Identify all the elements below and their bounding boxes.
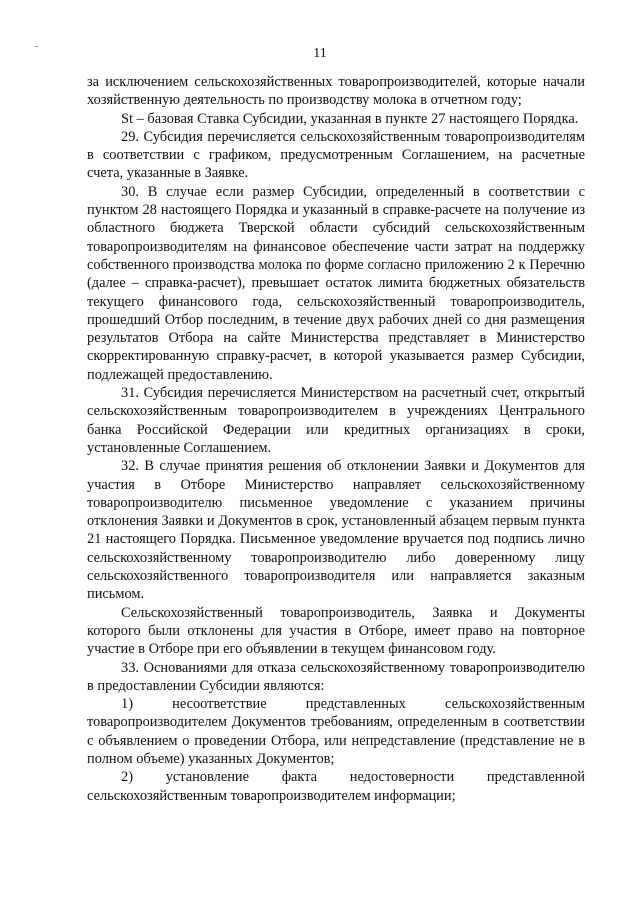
paragraph: 1) несоответствие представленных сельскохозяйственным товаропроизводителем Документов требованиям, определенным в соответствии с объявлением о проведении Отбора, или непредставление (представление не в полном объеме) указанных Документов; [87, 696, 585, 767]
paragraph: 33. Основаниями для отказа сельскохозяйственному товаропроизводителю в предоставлении Субсидии являются: [87, 659, 585, 694]
paragraph: St – базовая Ставка Субсидии, указанная в пункте 27 настоящего Порядка. [121, 110, 579, 127]
paragraph: 30. В случае если размер Субсидии, определенный в соответствии с пунктом 28 настоящего Порядка и указанный в справке-расчете на получение из областного бюджета Тверской области субсидий сельскохозяйственным товаропроизводителям на финансовое обеспечение части затрат на поддержку собственного производства молока по форме согласно приложению 2 к Перечню (далее – справка-расчет), превышает остаток лимита бюджетных обязательств текущего финансового года, сельскохозяйственный товаропроизводитель, прошедший Отбор последним, в течение двух рабочих дней со дня размещения результатов Отбора на сайте Министерства представляет в Министерство скорректированную справку-расчет, в которой указывается размер Субсидии, подлежащей предоставлению. [87, 183, 585, 383]
paragraph: 32. В случае принятия решения об отклонении Заявки и Документов для участия в Отборе Министерство направляет сельскохозяйственному товаропроизводителю письменное уведомление с указанием причины отклонения Заявки и Документов в срок, установленный абзацем первым пункта 21 настоящего Порядка. Письменное уведомление вручается под подпись лично сельскохозяйственному товаропроизводителю либо доверенному лицу сельскохозяйственного товаропроизводителя или направляется заказным письмом. [87, 458, 585, 603]
page-number: 11 [313, 46, 327, 61]
document-body [87, 73, 585, 805]
paragraph: Сельскохозяйственный товаропроизводитель, Заявка и Документы которого были отклонены для участия в Отборе, имеет право на повторное участие в Отборе при его объявлении в текущем финансовом году. [87, 604, 585, 658]
paragraph: 2) установление факта недостоверности представленной сельскохозяйственным товаропроизводителем информации; [87, 769, 585, 804]
paragraph: 29. Субсидия перечисляется сельскохозяйственным товаропроизводителям в соответствии с графиком, предусмотренным Соглашением, на расчетные счета, указанные в Заявке. [87, 128, 585, 182]
paragraph: за исключением сельскохозяйственных товаропроизводителей, которые начали хозяйственную деятельность по производству молока в отчетном году; [87, 74, 585, 109]
paragraph: 31. Субсидия перечисляется Министерством на расчетный счет, открытый сельскохозяйственным товаропроизводителем в учреждениях Центрального банка Российской Федерации или кредитных организациях в сроки, установленные Соглашением. [87, 385, 585, 456]
